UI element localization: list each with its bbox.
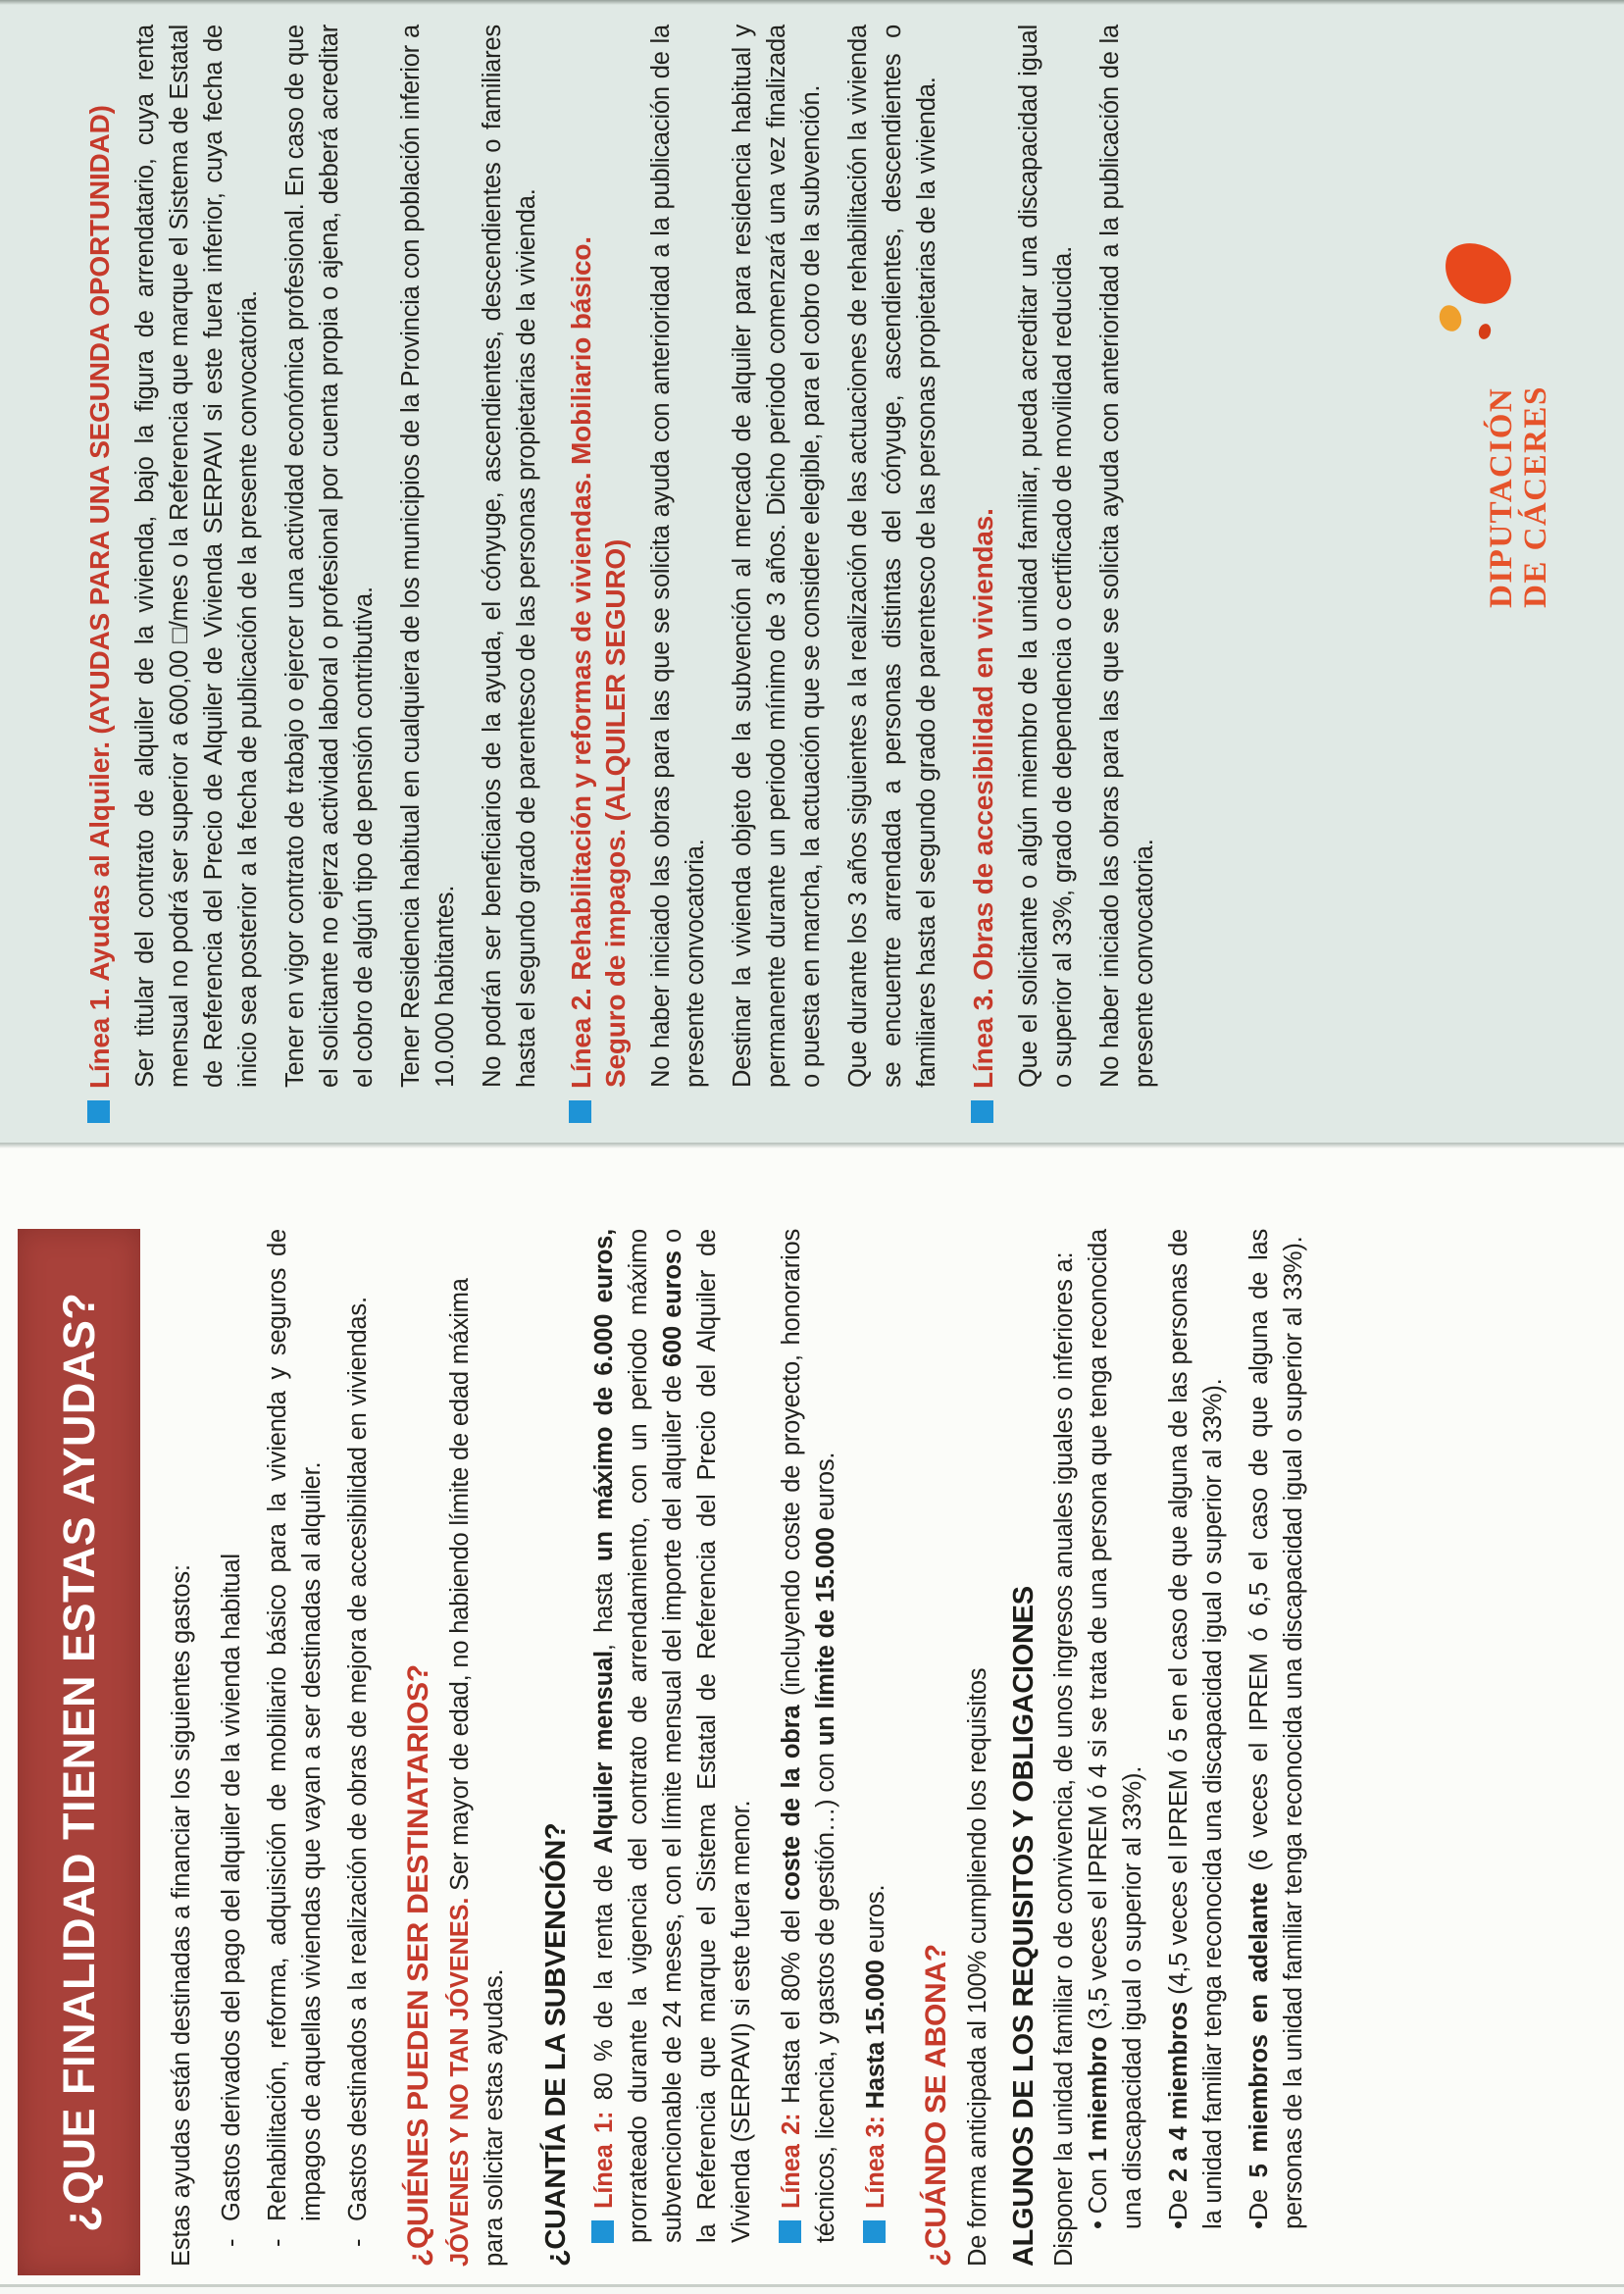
linea3-cuantia-text: Línea 3: Hasta 15.000 euros.	[862, 1884, 889, 2209]
linea1-paragraph: Tener en vigor contrato de trabajo o ejercer una actividad económica profesional. En caso de que el solicitante no ejerza actividad laboral o profesional por cuenta propia o ajena, deberá acreditar el cobro de algún tipo de pensión contributiva.	[281, 25, 378, 1088]
diputacion-caceres-logo-mark-icon	[1424, 237, 1532, 345]
list-item-text: Gastos derivados del pago del alquiler de la vivienda habitual	[218, 1554, 245, 2221]
destinatarios-body: JÓVENES Y NO TAN JÓVENES. Ser mayor de edad, no habiendo límite de edad máxima para solicitar estas ayudas.	[446, 1278, 508, 2267]
linea1-cuantia	[587, 1229, 759, 2243]
blue-square-bullet-icon	[779, 2220, 801, 2243]
linea2-cuantia	[775, 1229, 843, 2243]
panel-lineas-ayuda	[0, 0, 1624, 1143]
logo-mark-orange-dot	[1436, 302, 1464, 333]
lineas-body	[69, 25, 1175, 1123]
panel-finalidad	[0, 1143, 1624, 2294]
linea2-paragraph: Que durante los 3 años siguientes a la realización de las actuaciones de rehabilitación la vivienda se encuentre arrendada a personas distintas del cónyuge, ascendientes, descendientes o familiares hasta el segundo grado de parentesco de las personas propietarias de la vivienda.	[844, 25, 940, 1088]
bullet-5-miembros: •De 5 miembros en adelante (6 veces el IPREM ó 6,5 el caso de que alguna de las personas de la unidad familiar tenga reconocida una discapacidad igual o superior al 33%).	[1245, 1229, 1307, 2229]
linea2-cuantia-text: Línea 2: Hasta el 80% del coste de la obra (incluyendo coste de proyecto, honorarios técnicos, licencia, y gastos de gestión…) con un límite de 15.000 euros.	[778, 1229, 839, 2243]
finalidad-intro: Estas ayudas están destinadas a financiar los siguientes gastos:	[168, 1564, 195, 2267]
logo-wordmark	[1485, 385, 1553, 608]
dash-bullet: -	[264, 2238, 291, 2247]
heading-linea3-text: Línea 3. Obras de accesibilidad en viviendas.	[968, 508, 998, 1089]
list-item	[261, 1229, 330, 2267]
linea2-paragraph: No haber iniciado las obras para las que se solicita ayuda con anterioridad a la publicación de la presente convocatoria.	[647, 25, 709, 1088]
blue-square-bullet-icon	[569, 1100, 591, 1123]
logo-mark-red-dot	[1477, 323, 1493, 340]
diputacion-caceres-logo	[1420, 98, 1606, 608]
scan-margin	[0, 2287, 1624, 2294]
dash-bullet: -	[218, 2238, 245, 2247]
abono-body: De forma anticipada al 100% cumpliendo los requisitos	[964, 1667, 991, 2267]
linea3-paragraph: Que el solicitante o algún miembro de la unidad familiar, pueda acreditar una discapacidad igual o superior al 33%, grado de dependencia o certificado de movilidad reducida.	[1015, 25, 1077, 1088]
bullet-1-miembro: • Con 1 miembro (3,5 veces el IPREM ó 4 si se trata de una persona que tenga reconocida una discapacidad igual o superior al 33%).	[1085, 1229, 1146, 2229]
list-item	[341, 1229, 376, 2267]
heading-abono: ¿CUÁNDO SE ABONA?	[920, 1944, 952, 2267]
blue-square-bullet-icon	[87, 1100, 110, 1123]
blue-square-bullet-icon	[863, 2220, 886, 2243]
heading-requisitos: ALGUNOS DE LOS REQUISITOS Y OBLIGACIONES	[1008, 1586, 1040, 2267]
linea3-paragraph: No haber iniciado las obras para las que se solicita ayuda con anterioridad a la publicación de la presente convocatoria.	[1096, 25, 1158, 1088]
logo-line1: DIPUTACIÓN	[1484, 386, 1519, 608]
linea2-paragraph: Destinar la vivienda objeto de la subvención al mercado de alquiler para residencia habitual y permanente durante un periodo mínimo de 3 años. Dicho periodo comenzará una vez finalizada o puesta en marcha, la actuación que se considere elegible, para el cobro de la subvención.	[729, 25, 825, 1088]
linea1-paragraph: Tener Residencia habitual en cualquiera de los municipios de la Provincia con población inferior a 10.000 habitantes.	[397, 25, 459, 1088]
heading-linea2-line1: Línea 2. Rehabilitación y reformas de viviendas. Mobiliario básico.	[566, 236, 596, 1089]
linea1-paragraph: Ser titular del contrato de alquiler de la vivienda, bajo la figura de arrendatario, cuya renta mensual no podrá ser superior a 600,00 □/mes o la Referencia que marque el Sistema de Estatal de Referencia del Precio de Alquiler de Vivienda SERPAVI si este fuera inferior, cuya fecha de inicio sea posterior a la fecha de publicación de la presente convocatoria.	[131, 25, 262, 1088]
expense-list	[215, 1229, 376, 2267]
logo-line2: DE CÁCERES	[1518, 385, 1553, 608]
linea3-cuantia	[859, 1229, 893, 2243]
heading-destinatarios: ¿QUIÉNES PUEDEN SER DESTINATARIOS?	[402, 1664, 434, 2267]
logo-mark-red-blob	[1437, 236, 1518, 310]
heading-linea2	[564, 25, 633, 1123]
heading-linea1-text: Línea 1. Ayudas al Alquiler. (AYUDAS PARA UNA SEGUNDA OPORTUNIDAD)	[84, 105, 115, 1089]
heading-linea1	[82, 25, 117, 1123]
list-item-text: Gastos destinados a la realización de obras de mejora de accesibilidad en viviendas.	[344, 1297, 372, 2221]
linea1-cuantia-text: Línea 1: 80 % de la renta de Alquiler mensual, hasta un máximo de 6.000 euros, prorrateado durante la vigencia del contrato de arrendamiento, con un periodo máximo subvencionable de 24 meses, con el límite mensual del importe del alquiler de 600 euros o la Referencia que marque el Sistema Estatal de Referencia del Precio del Alquiler de Vivienda (SERPAVI) si este fuera menor.	[590, 1228, 755, 2243]
list-item-text: Rehabilitación, reforma, adquisición de mobiliario básico para la vivienda y seguros de impagos de aquellas viviendas que vayan a ser destinadas al alquiler.	[264, 1229, 326, 2221]
dash-bullet: -	[344, 2238, 372, 2247]
list-item	[215, 1229, 249, 2267]
blue-square-bullet-icon	[971, 1100, 993, 1123]
scan-edge-line	[0, 0, 1624, 5]
finalidad-body	[165, 1229, 1323, 2267]
heading-cuantia: ¿CUANTÍA DE LA SUBVENCIÓN?	[540, 1822, 572, 2267]
ingresos-bullet-list	[1082, 1229, 1311, 2229]
bullet-2-4-miembros: •De 2 a 4 miembros (4,5 veces el IPREM ó 5 en el caso de que alguna de las personas de la unidad familiar tenga reconocida una discapacidad igual o superior al 33%).	[1165, 1229, 1227, 2229]
heading-linea3	[966, 25, 1000, 1123]
banner-title-text: ¿QUE FINALIDAD TIENEN ESTAS AYUDAS?	[53, 1292, 104, 2232]
scan-edge-line	[0, 2284, 1624, 2287]
heading-linea2-line2: Seguro de impagos. (ALQUILER SEGURO)	[600, 538, 631, 1088]
linea1-paragraph: No podrán ser beneficiarios de la ayuda, el cónyuge, ascendientes, descendientes o familiares hasta el segundo grado de parentesco de las personas propietarias de la vivienda.	[479, 25, 540, 1088]
requisitos-intro: Disponer la unidad familiar o de convivencia, de unos ingresos anuales iguales o inferiores a:	[1050, 1251, 1078, 2267]
blue-square-bullet-icon	[591, 2220, 614, 2243]
banner-finalidad-title	[18, 1229, 140, 2275]
